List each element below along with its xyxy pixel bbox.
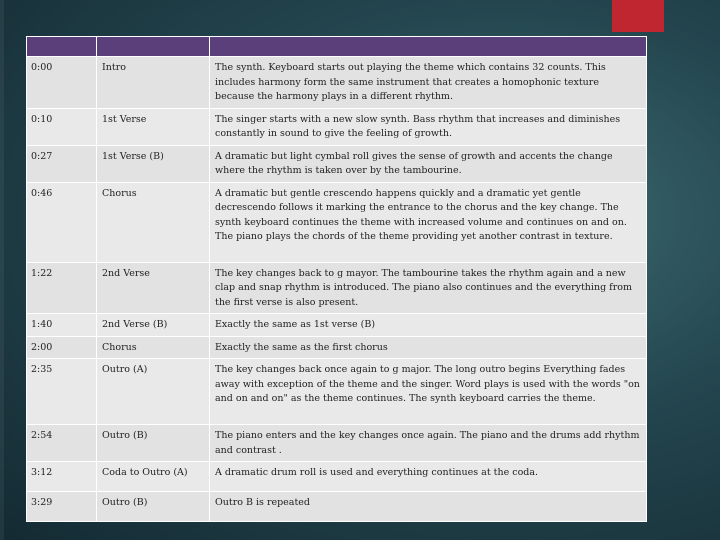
time-cell: 0:27 <box>27 145 97 182</box>
slide-accent-block <box>612 0 664 32</box>
table-row <box>27 336 647 359</box>
header-time <box>27 37 97 57</box>
section-cell: Chorus <box>97 182 210 262</box>
header-description <box>210 37 647 57</box>
table-body <box>27 57 647 522</box>
time-cell: 2:35 <box>27 359 97 425</box>
description-cell: Outro B is repeated <box>210 492 647 522</box>
section-cell: 1st Verse (B) <box>97 145 210 182</box>
description-cell: The piano enters and the key changes once again. The piano and the drums add rhythm and contrast . <box>210 425 647 462</box>
section-cell: Chorus <box>97 336 210 359</box>
header-row <box>27 37 647 57</box>
header-section <box>97 37 210 57</box>
time-cell: 2:00 <box>27 336 97 359</box>
description-cell: Exactly the same as the first chorus <box>210 336 647 359</box>
slide-edge-decoration <box>0 0 4 540</box>
section-cell: 2nd Verse <box>97 262 210 314</box>
table-row <box>27 462 647 492</box>
section-cell: 1st Verse <box>97 108 210 145</box>
section-cell: Outro (B) <box>97 492 210 522</box>
time-cell: 0:10 <box>27 108 97 145</box>
description-cell: The key changes back once again to g major. The long outro begins Everything fades away with exception of the theme and the singer. Word plays is used with the words "on and on and on" as the theme continues. The synth keyboard carries the theme. <box>210 359 647 425</box>
description-cell: Exactly the same as 1st verse (B) <box>210 314 647 337</box>
description-cell: A dramatic drum roll is used and everything continues at the coda. <box>210 462 647 492</box>
section-cell: Outro (A) <box>97 359 210 425</box>
table-row <box>27 492 647 522</box>
table-row <box>27 108 647 145</box>
section-cell: Coda to Outro (A) <box>97 462 210 492</box>
time-cell: 0:00 <box>27 57 97 109</box>
table-row <box>27 314 647 337</box>
section-cell: Intro <box>97 57 210 109</box>
description-cell: The singer starts with a new slow synth. Bass rhythm that increases and diminishes constantly in sound to give the feeling of growth. <box>210 108 647 145</box>
song-timeline-table <box>26 36 647 522</box>
time-cell: 3:29 <box>27 492 97 522</box>
section-cell: 2nd Verse (B) <box>97 314 210 337</box>
table-row <box>27 182 647 262</box>
section-cell: Outro (B) <box>97 425 210 462</box>
time-cell: 1:22 <box>27 262 97 314</box>
time-cell: 3:12 <box>27 462 97 492</box>
table-row <box>27 359 647 425</box>
table-row <box>27 57 647 109</box>
table-row <box>27 425 647 462</box>
description-cell: A dramatic but gentle crescendo happens quickly and a dramatic yet gentle decrescendo follows it marking the entrance to the chorus and the key change. The synth keyboard continues the theme with increased volume and continues on and on. The piano plays the chords of the theme providing yet another contrast in texture. <box>210 182 647 262</box>
description-cell: The key changes back to g mayor. The tambourine takes the rhythm again and a new clap and snap rhythm is introduced. The piano also continues and the everything from the first verse is also present. <box>210 262 647 314</box>
time-cell: 1:40 <box>27 314 97 337</box>
table-row <box>27 262 647 314</box>
time-cell: 0:46 <box>27 182 97 262</box>
description-cell: A dramatic but light cymbal roll gives the sense of growth and accents the change where the rhythm is taken over by the tambourine. <box>210 145 647 182</box>
description-cell: The synth. Keyboard starts out playing the theme which contains 32 counts. This includes harmony form the same instrument that creates a homophonic texture because the harmony plays in a different rhythm. <box>210 57 647 109</box>
time-cell: 2:54 <box>27 425 97 462</box>
table-row <box>27 145 647 182</box>
table-header <box>27 37 647 57</box>
